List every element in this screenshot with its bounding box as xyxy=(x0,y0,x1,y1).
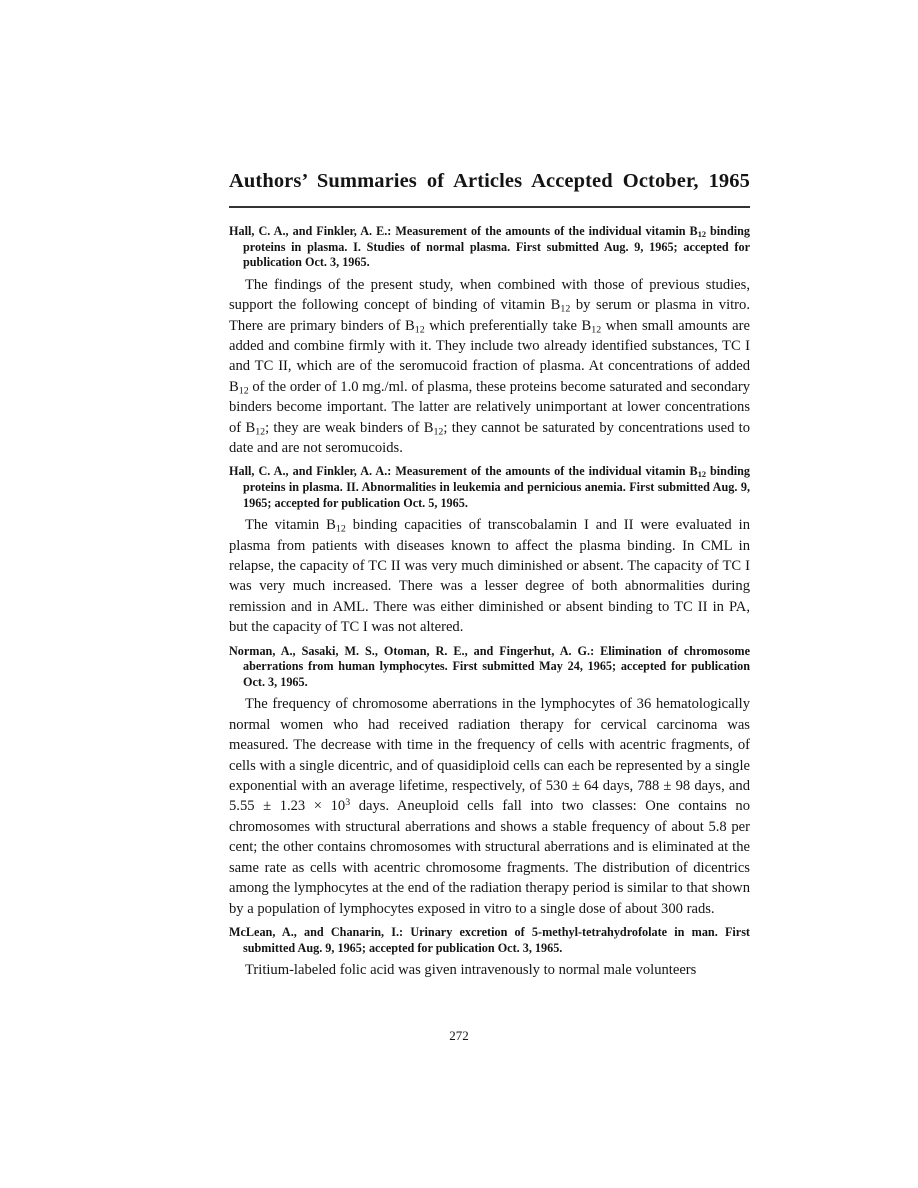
abstract-text: The vitamin B xyxy=(245,517,336,534)
citation-text: binding proteins in plasma. II. Abnormalities in leukemia and pernicious anemia. First submitted Aug. 9, 1965; accepted for publication Oct. 5, 1965. xyxy=(243,464,750,510)
citation-text: Hall, C. A., and Finkler, A. A.: Measurement of the amounts of the individual vitamin B xyxy=(229,464,698,479)
article-abstract xyxy=(229,694,750,918)
article-citation xyxy=(229,224,750,271)
article-summary xyxy=(229,644,750,919)
abstract-text: of the order of 1.0 mg./ml. of plasma, these proteins become saturated and secondary binders become important. The latter are relatively unimportant at lower concentrations of B xyxy=(229,378,750,436)
article-citation xyxy=(229,464,750,511)
journal-page xyxy=(229,168,750,981)
page-title: Authors’ Summaries of Articles Accepted October, 1965 xyxy=(229,170,750,192)
citation-text: Hall, C. A., and Finkler, A. E.: Measurement of the amounts of the individual vitamin B xyxy=(229,224,698,238)
abstract-text: ; they cannot be saturated by concentrations used to date and are not seromucoids. xyxy=(229,419,751,457)
subscript: 12 xyxy=(433,426,444,438)
subscript: 12 xyxy=(238,385,249,397)
subscript: 12 xyxy=(335,523,346,535)
abstract-text: binding capacities of transcobalamin I and II were evaluated in plasma from patients with diseases known to affect the plasma binding. In CML in relapse, the capacity of TC II was very much diminished or absent. The capacity of TC I was very much increased. There was a lesser degree of both abnormalities during remission and in AML. There was either diminished or absent binding to TC II in PA, but the capacity of TC I was not altered. xyxy=(229,517,750,636)
abstract-text: days. Aneuploid cells fall into two classes: One contains no chromosomes with structural aberrations and shows a stable frequency of about 5.8 per cent; the other contains chromosomes with structural aberrations and is eliminated at the same rate as cells with acentric chromosome fragments. The distribution of dicentrics among the lymphocytes at the end of the radiation therapy period is similar to that shown by a population of lymphocytes exposed in vitro to a single dose of about 300 rads. xyxy=(229,798,750,917)
page-number: 272 xyxy=(449,1028,469,1043)
citation-text: binding proteins in plasma. I. Studies of normal plasma. First submitted Aug. 9, 1965; accepted for publication Oct. 3, 1965. xyxy=(243,224,750,270)
abstract-text: ; they are weak binders of B xyxy=(265,419,434,436)
article-abstract xyxy=(229,515,750,637)
article-citation: McLean, A., and Chanarin, I.: Urinary excretion of 5-methyl-tetrahydrofolate in man. First submitted Aug. 9, 1965; accepted for publication Oct. 3, 1965. xyxy=(229,924,750,955)
article-summary xyxy=(229,925,750,981)
superscript: 3 xyxy=(345,797,351,809)
abstract-text: when small amounts are added and combine firmly with it. They include two already identified substances, TC I and TC II, which are of the seromucoid fraction of plasma. At concentrations of added B xyxy=(229,317,750,395)
abstract-text: which preferentially take B xyxy=(424,317,592,334)
subscript: 12 xyxy=(591,324,602,336)
abstract-text: by serum or plasma in vitro. There are primary binders of B xyxy=(229,297,750,334)
subscript: 12 xyxy=(255,426,266,438)
article-summary xyxy=(229,224,750,458)
abstract-text: The findings of the present study, when combined with those of previous studies, support the following concept of binding of vitamin B xyxy=(229,276,750,314)
article-citation: Norman, A., Sasaki, M. S., Otoman, R. E., and Fingerhut, A. G.: Elimination of chromosome aberrations from human lymphocytes. First submitted May 24, 1965; accepted for publication Oct. 3, 1965. xyxy=(229,643,750,689)
abstract-text: The frequency of chromosome aberrations in the lymphocytes of 36 hematologically normal women who had received radiation therapy for cervical carcinoma was measured. The decrease with time in the frequency of cells with acentric fragments, of cells with a single dicentric, and of quasidiploid cells can each be represented by a single exponential with an average lifetime, respectively, of 530 ± 64 days, 788 ± 98 days, and 5.55 ± 1.23 × 10 xyxy=(229,696,750,815)
title-rule xyxy=(229,206,750,208)
article-summary xyxy=(229,464,750,637)
subscript: 12 xyxy=(560,303,571,315)
subscript: 12 xyxy=(414,324,425,336)
subscript: 12 xyxy=(697,230,706,240)
article-abstract xyxy=(229,275,750,459)
subscript: 12 xyxy=(697,470,706,480)
article-abstract: Tritium-labeled folic acid was given intravenously to normal male volunteers xyxy=(245,962,697,979)
